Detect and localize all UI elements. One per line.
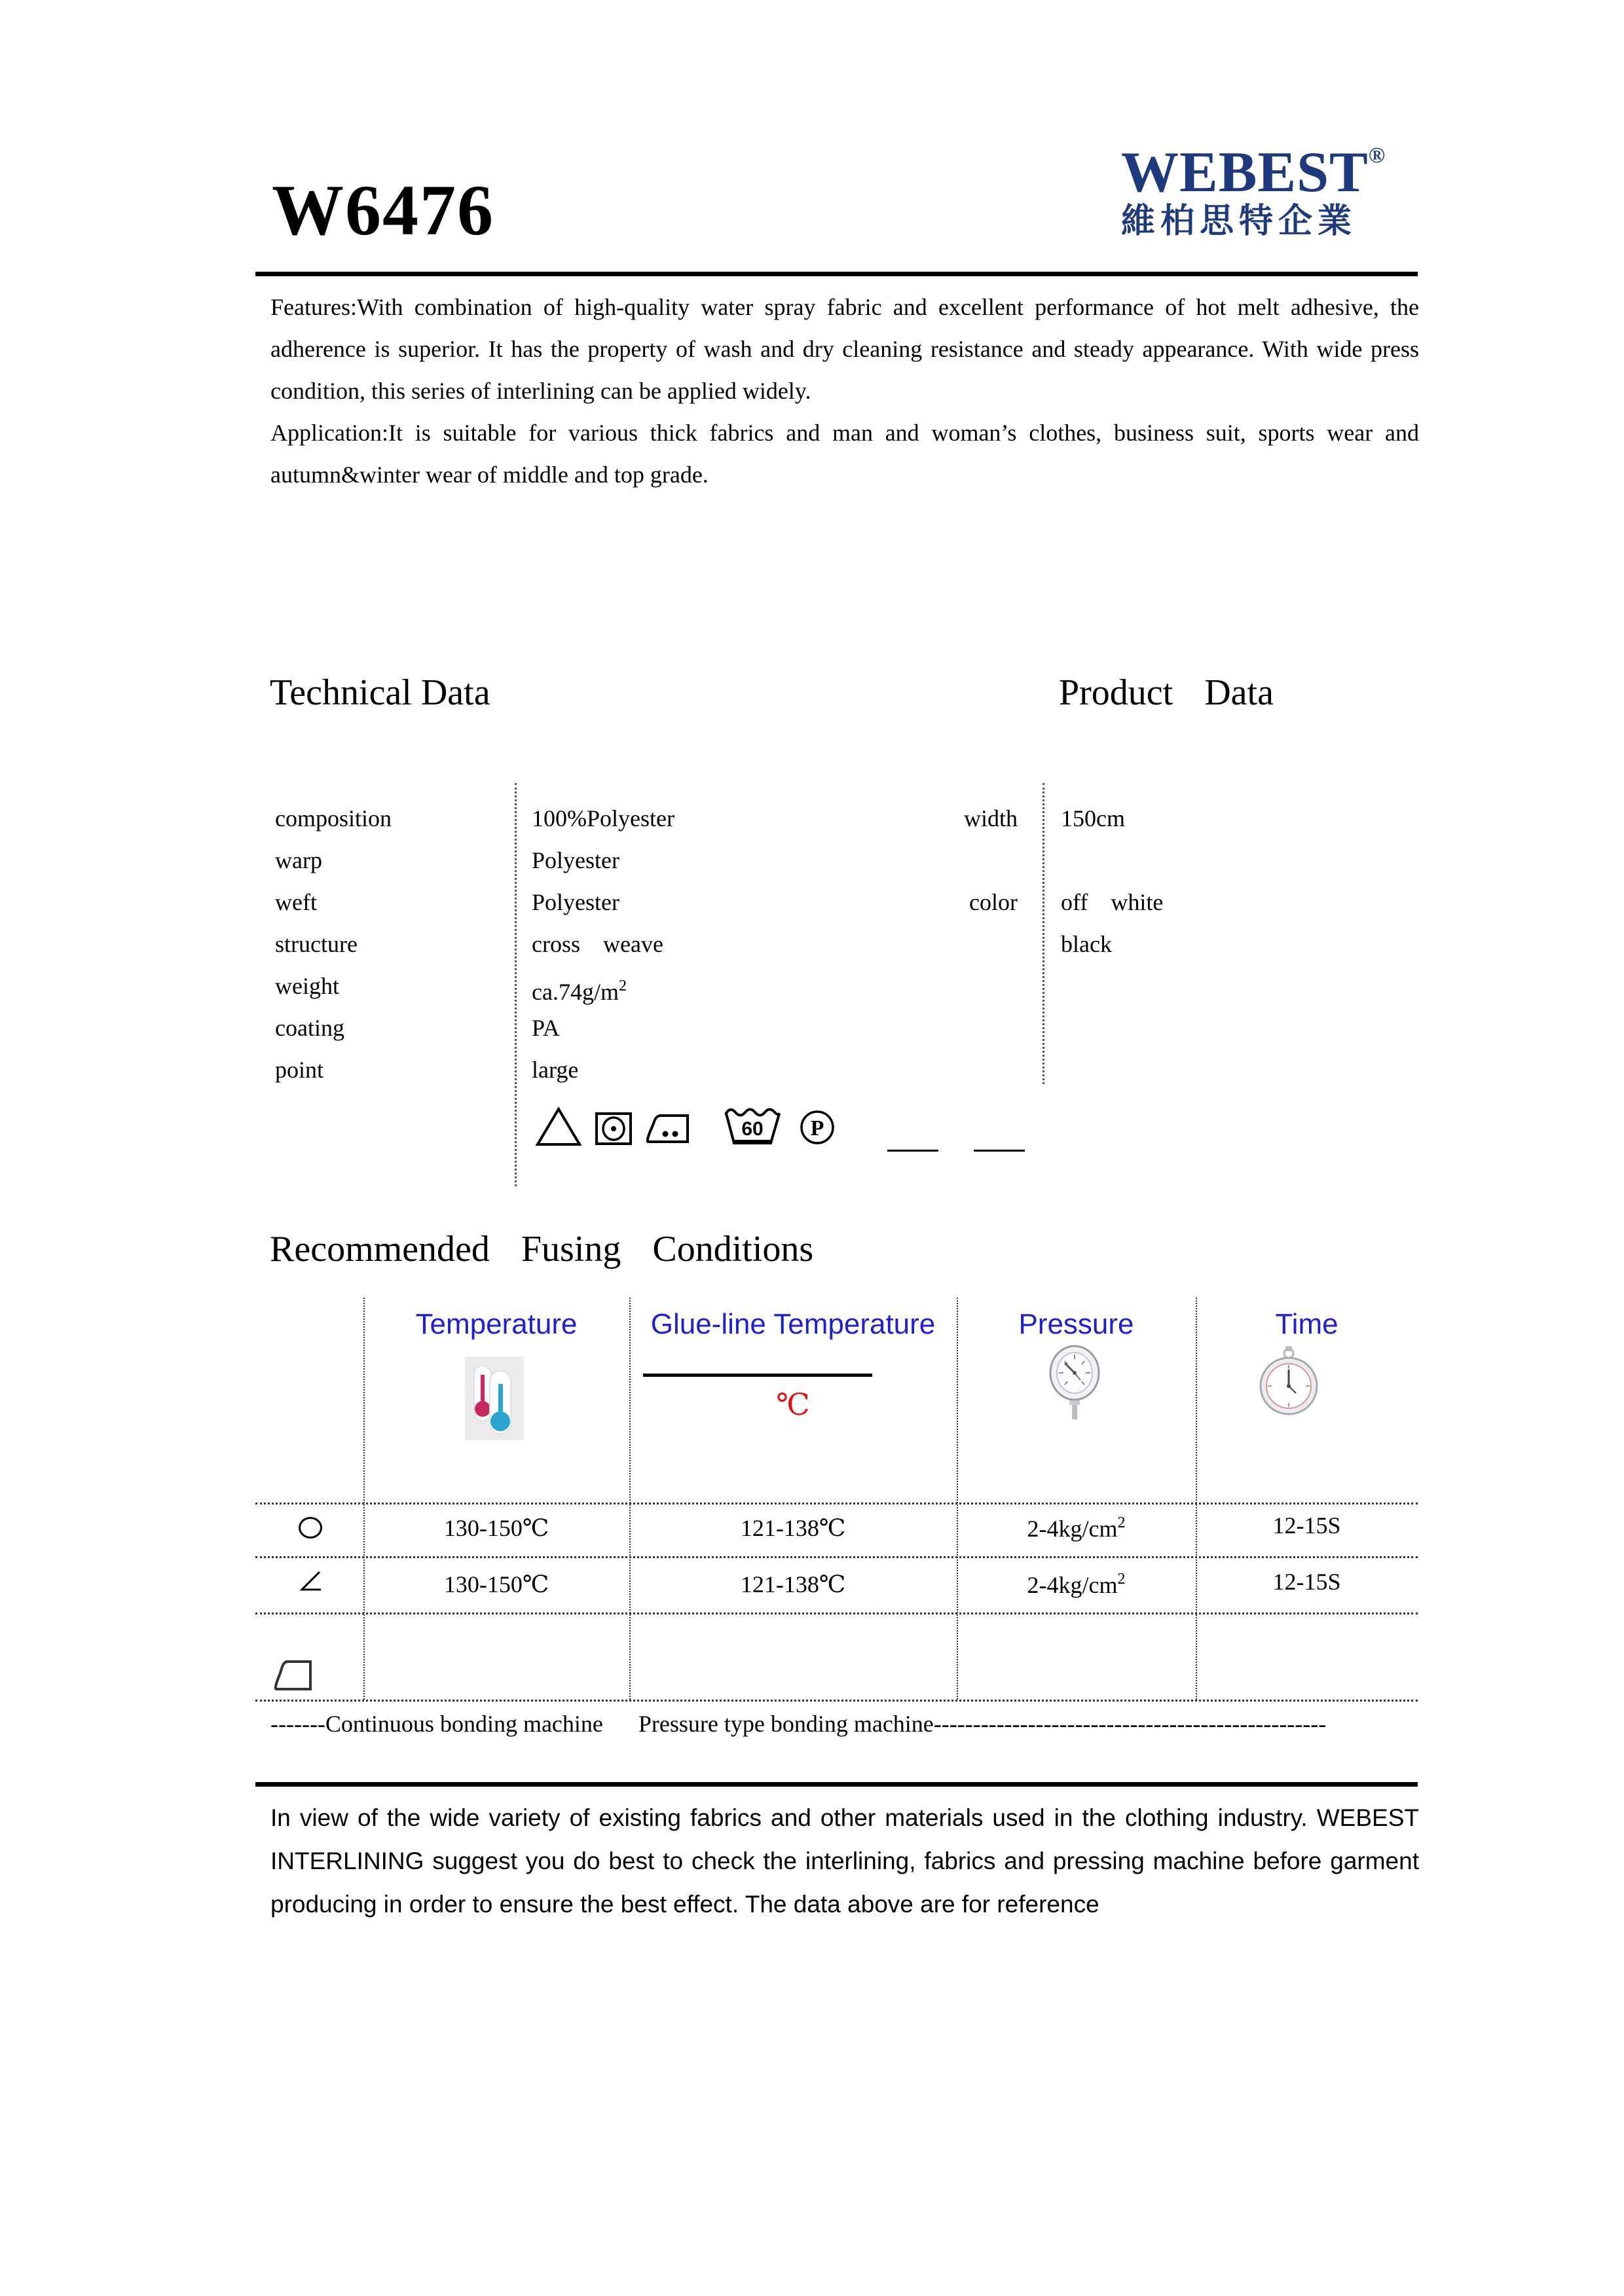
- technical-value: Polyester: [532, 889, 619, 915]
- product-divider-line: [1043, 783, 1044, 1084]
- column-header-glue-line: Glue-line Temperature: [650, 1308, 936, 1340]
- technical-data-title: Technical Data: [270, 672, 490, 713]
- technical-value: large: [532, 1057, 579, 1083]
- bonding-machine-note: -------Continuous bonding machine Pressure type bonding machine--------------------------------------------------: [270, 1711, 1327, 1737]
- footer-divider: [255, 1782, 1418, 1787]
- brand-chinese-name: 維柏思特企業: [1121, 202, 1357, 240]
- fusing-column-line: [629, 1298, 631, 1700]
- application-paragraph: Application:It is suitable for various thick fabrics and man and woman’s clothes, business suit, sports wear and autumn&winter wear of middle and top grade.: [270, 420, 1419, 488]
- column-header-temperature: Temperature: [415, 1308, 578, 1340]
- fusing-conditions-title: Recommended Fusing Conditions: [270, 1229, 814, 1269]
- fusing-cell-pressure: [957, 1502, 1196, 1544]
- blank-symbol-line: [887, 1150, 938, 1152]
- header-divider: [255, 272, 1418, 276]
- wash-60-icon: [722, 1105, 783, 1150]
- fusing-cell-time: 12-15S: [1272, 1512, 1341, 1539]
- pressure-gauge-icon: [1048, 1343, 1101, 1424]
- brand-wordmark: [1121, 141, 1386, 204]
- width-value: 150cm: [1061, 805, 1125, 831]
- features-paragraph: Features:With combination of high-quality water spray fabric and excellent performance of hot melt adhesive, the adherence is superior. It has the property of wash and dry cleaning resistance and steady appearance. With wide press condition, this series of interlining can be applied widely.: [270, 294, 1419, 404]
- stopwatch-icon: [1259, 1345, 1319, 1420]
- technical-value: cross weave: [532, 931, 663, 957]
- color-label: color: [969, 889, 1018, 915]
- weight-value: ca.74g/m: [532, 979, 619, 1005]
- fusing-cell-glue-line: 121-138℃: [740, 1571, 846, 1597]
- fusing-row-line: [255, 1700, 1418, 1702]
- brand-name: WEBEST: [1121, 141, 1369, 204]
- fusing-row-symbol-iron: [272, 1656, 314, 1698]
- pressure-superscript: 2: [1117, 1514, 1126, 1531]
- pressure-value: 2-4kg/cm: [1027, 1516, 1118, 1542]
- fusing-cell-time: 12-15S: [1272, 1569, 1341, 1595]
- weight-superscript: 2: [618, 977, 627, 994]
- iron-dots-icon: [644, 1110, 692, 1150]
- svg-text:P: P: [810, 1116, 824, 1140]
- width-label: width: [963, 805, 1018, 831]
- technical-values-column: [532, 797, 674, 1091]
- fusing-cell-glue-line: 121-138℃: [740, 1515, 846, 1541]
- technical-label: composition: [275, 805, 392, 831]
- intro-paragraphs: [270, 286, 1419, 496]
- fusing-row-symbol-oval: [299, 1517, 322, 1539]
- technical-label: weight: [275, 973, 339, 999]
- dry-clean-p-icon: [799, 1109, 836, 1149]
- brand-logo: [1121, 141, 1386, 240]
- blank-symbol-line: [974, 1150, 1025, 1152]
- color-value-black: black: [1061, 931, 1112, 957]
- fusing-row-line: [255, 1556, 1418, 1558]
- technical-divider-line: [515, 783, 517, 1186]
- technical-label: warp: [275, 847, 322, 873]
- technical-value-weight: [532, 965, 674, 1007]
- bleach-triangle-icon: [535, 1106, 582, 1150]
- column-header-pressure: Pressure: [1018, 1308, 1134, 1340]
- pressure-superscript: 2: [1117, 1571, 1126, 1588]
- fusing-row-symbol-angle: [299, 1570, 322, 1595]
- disclaimer-paragraph: In view of the wide variety of existing fabrics and other materials used in the clothing industry. WEBEST INTERLINING suggest you do best to check the interlining, fabrics and pressing machine before garment producing in order to ensure the best effect. The data above are for reference: [270, 1804, 1419, 1918]
- technical-label: structure: [275, 931, 358, 957]
- technical-label: coating: [275, 1015, 344, 1041]
- technical-value: PA: [532, 1015, 560, 1041]
- registered-trademark-icon: ®: [1368, 143, 1386, 168]
- page-title: W6476: [272, 170, 494, 250]
- fusing-row-line: [255, 1613, 1418, 1614]
- tumble-dry-icon: [595, 1112, 633, 1149]
- technical-label: point: [275, 1057, 324, 1083]
- product-data-title: Product Data: [1059, 672, 1274, 713]
- fusing-cell-pressure: [957, 1558, 1196, 1600]
- technical-labels-column: [275, 797, 392, 1091]
- fusing-column-line: [957, 1298, 958, 1700]
- technical-label: weft: [275, 889, 317, 915]
- fusing-cell-temperature: 130-150℃: [443, 1515, 549, 1541]
- glue-line-underline: [643, 1374, 872, 1377]
- technical-value: Polyester: [532, 847, 619, 873]
- fusing-column-line: [1196, 1298, 1197, 1700]
- glue-line-unit: ℃: [776, 1388, 810, 1421]
- pressure-value: 2-4kg/cm: [1027, 1572, 1118, 1598]
- technical-value: 100%Polyester: [532, 805, 674, 831]
- thermometer-icon: [465, 1357, 524, 1444]
- column-header-time: Time: [1275, 1308, 1338, 1340]
- fusing-cell-temperature: 130-150℃: [443, 1571, 549, 1597]
- svg-text:60: 60: [741, 1118, 764, 1140]
- color-value-offwhite: off white: [1061, 889, 1164, 915]
- fusing-column-line: [363, 1298, 365, 1700]
